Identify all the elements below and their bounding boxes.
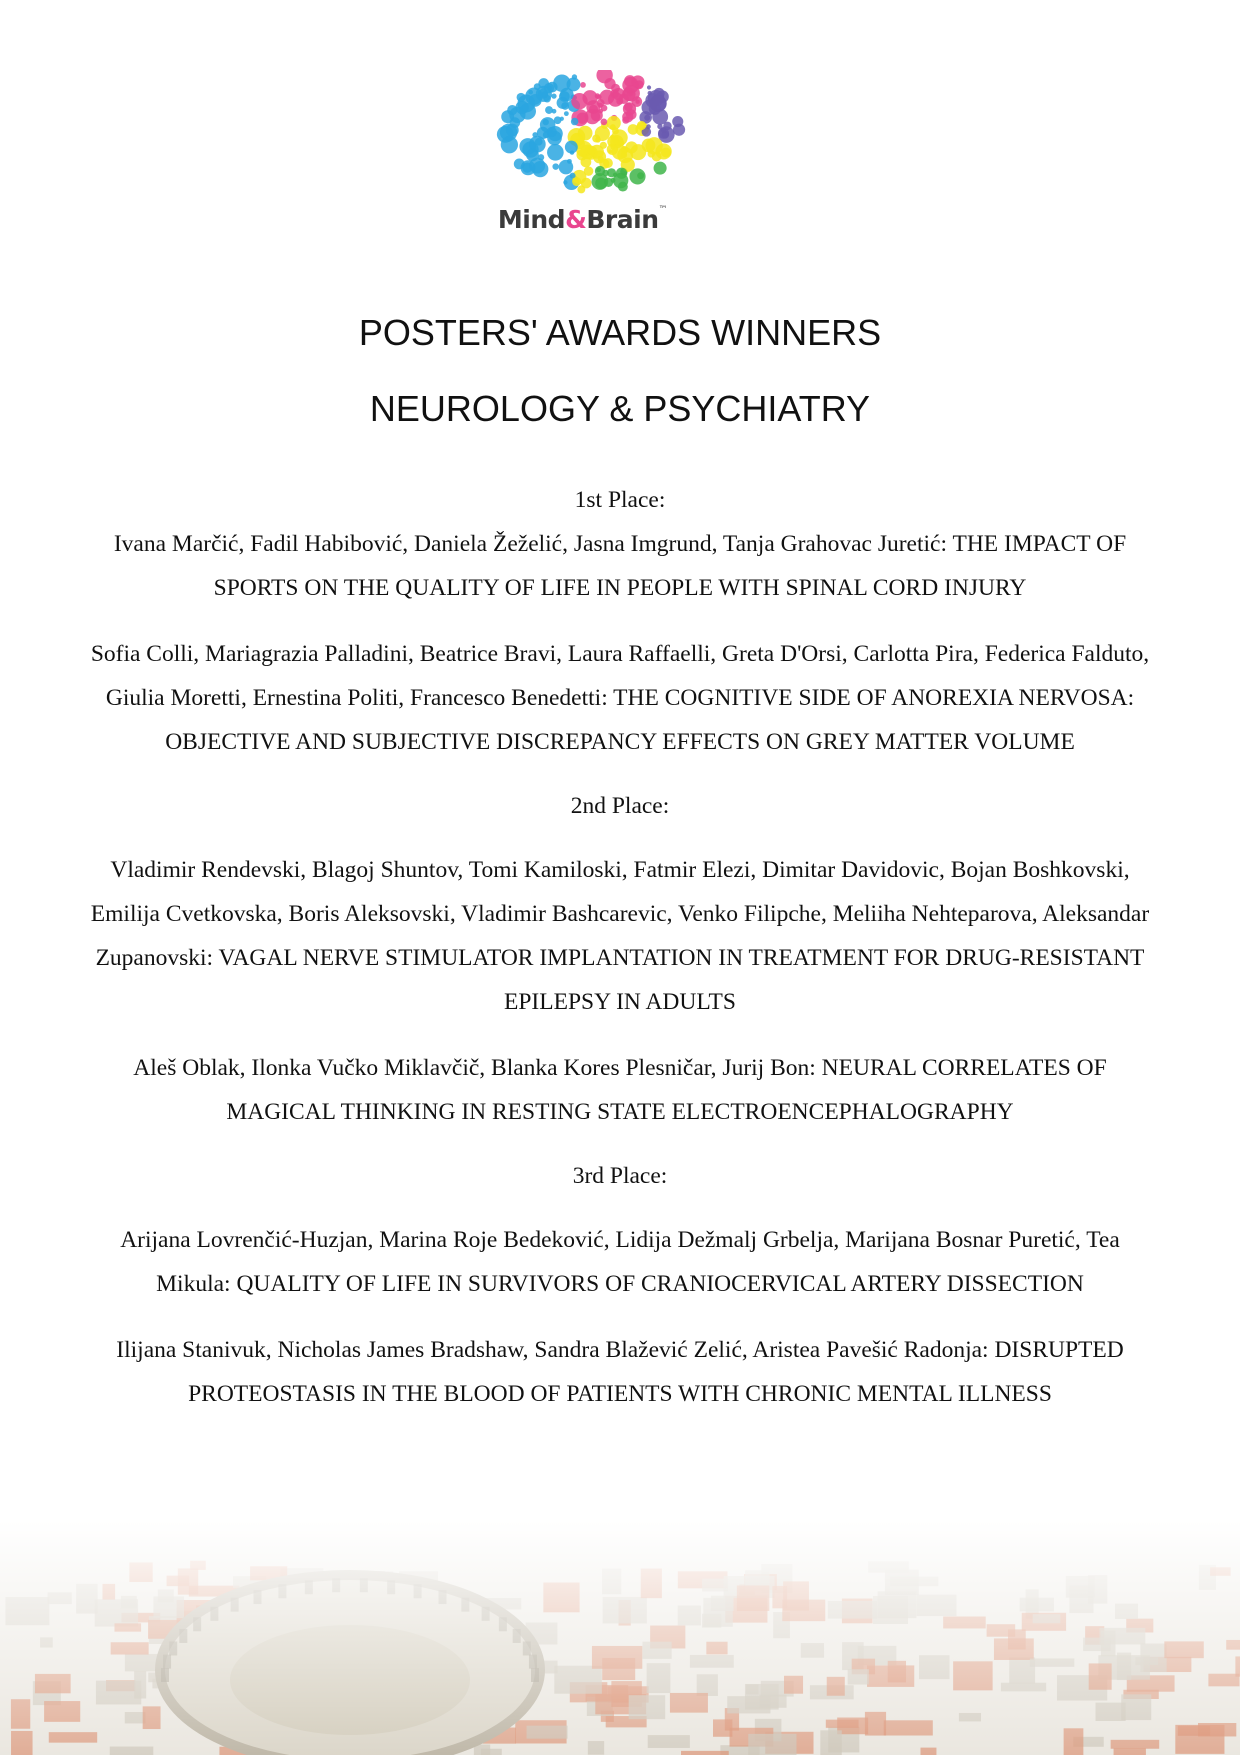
awards-list [90,478,1150,1416]
page-subtitle: NEUROLOGY & PSYCHIATRY [369,388,871,429]
place-label-3rd: 3rd Place: [572,1163,668,1189]
page-title: POSTERS' AWARDS WINNERS [358,312,882,353]
logo-wordmark-text: Mind&Brain [497,205,659,234]
award-entry: Ivana Marčić, Fadil Habibović, Daniela Žeželić, Jasna Imgrund, Tanja Grahovac Juretić: THE IMPACT OF SPORTS ON THE QUALITY OF LIFE IN PEOPLE WITH SPINAL CORD INJURY [113,531,1127,601]
award-entry: Ilijana Stanivuk, Nicholas James Bradshaw, Sandra Blažević Zelić, Aristea Pavešić Radonja: DISRUPTED PROTEOSTASIS IN THE BLOOD OF PATIENTS WITH CHRONIC MENTAL ILLNESS [116,1337,1124,1407]
award-entry: Arijana Lovrenčić-Huzjan, Marina Roje Bedeković, Lidija Dežmalj Grbelja, Marijana Bosnar Puretić, Tea Mikula: QUALITY OF LIFE IN SURVIVORS OF CRANIOCERVICAL ARTERY DISSECTION [120,1227,1120,1297]
award-entry: Vladimir Rendevski, Blagoj Shuntov, Tomi Kamiloski, Fatmir Elezi, Dimitar Davidovic, Bojan Boshkovski, Emilija Cvetkovska, Boris Aleksovski, Vladimir Bashcarevic, Venko Filipche, Meliiha Nehteparova, Aleksandar Zupanovski: VAGAL NERVE STIMULATOR IMPLANTATION IN TREATMENT FOR DRUG-RESISTANT EPILEPSY IN ADULTS [90,857,1150,1015]
mind-and-brain-logo [495,70,710,240]
award-entry: Sofia Colli, Mariagrazia Palladini, Beatrice Bravi, Laura Raffaelli, Greta D'Orsi, Carlotta Pira, Federica Falduto, Giulia Moretti, Ernestina Politi, Francesco Benedetti: THE COGNITIVE SIDE OF ANOREXIA NERVOSA: OBJECTIVE AND SUBJECTIVE DISCREPANCY EFFECTS ON GREY MATTER VOLUME [90,641,1150,755]
amphitheatre-cityscape-image [0,1520,1240,1755]
place-label-1st: 1st Place: [574,487,666,513]
logo-wordmark [495,205,667,234]
logo-trademark: ™ [658,205,667,215]
award-entry: Aleš Oblak, Ilonka Vučko Miklavčič, Blanka Kores Plesničar, Jurij Bon: NEURAL CORRELATES OF MAGICAL THINKING IN RESTING STATE ELECTROENCEPHALOGRAPHY [133,1055,1107,1125]
city-photo-footer [0,1520,1240,1755]
place-label-2nd: 2nd Place: [570,793,670,819]
